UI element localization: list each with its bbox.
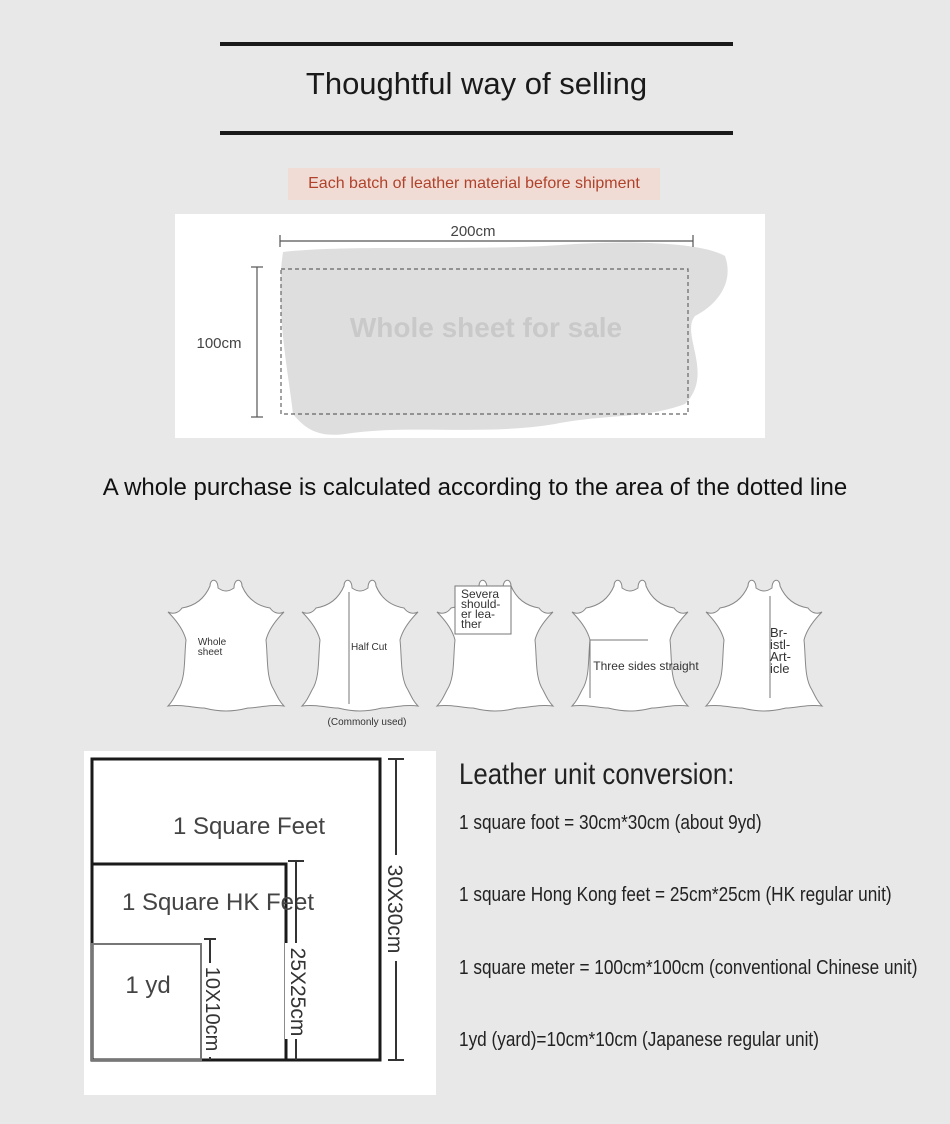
conversion-line-foot: 1 square foot = 30cm*30cm (about 9yd) [459,812,762,834]
height-label: 100cm [196,335,242,352]
whole-sheet-diagram [175,214,765,438]
top-rule [220,42,733,46]
unit-svg [84,751,436,1095]
batch-tag: Each batch of leather material before shipment [288,168,660,200]
hide-cut-options [150,566,830,736]
hide-three-sides [572,580,699,711]
hide-whole-label: Whole [197,637,227,648]
yd-label: 1 yd [125,972,171,999]
sheet-svg [175,214,765,438]
svg-text:sheet: sheet [197,647,223,658]
page-title: Thoughtful way of selling [305,66,648,101]
hide-whole [168,580,284,711]
conversion-line-hk-feet: 1 square Hong Kong feet = 25cm*25cm (HK regular unit) [459,884,892,906]
conversion-title: Leather unit conversion: [459,758,735,791]
sheet-watermark: Whole sheet for sale [349,312,623,343]
hide-bristle [706,580,822,711]
hide-shoulder-label: Severa [461,587,500,601]
conversion-line-meter: 1 square meter = 100cm*100cm (conventional Chinese unit) [459,957,918,979]
hide-half [302,580,418,711]
unit-size-figure [84,751,436,1095]
width-label: 200cm [450,223,496,240]
dim-25-label: 25X25cm [286,947,309,1037]
svg-text:icle: icle [770,661,790,676]
purchase-note: A whole purchase is calculated according to the area of the dotted line [102,474,848,501]
dim-10-label: 10X10cm [201,966,223,1052]
svg-text:er lea-: er lea- [461,607,496,621]
half-caption: (Commonly used) [327,717,407,728]
svg-text:Art-: Art- [770,649,791,664]
svg-text:ther: ther [461,617,482,631]
hides-svg [150,566,830,736]
hide-bristle-label: Br- [770,625,788,640]
square-feet-label: 1 Square Feet [172,813,326,840]
hide-half-label: Half Cut [350,642,388,653]
hide-shoulder [437,580,553,711]
yd-box [92,944,201,1060]
square-hk-feet-label: 1 Square HK Feet [121,889,315,916]
bottom-rule [220,131,733,135]
dim-30-label: 30X30cm [383,864,406,954]
hide-three-sides-label: Three sides straight [593,659,699,673]
svg-text:istl-: istl- [770,637,791,652]
conversion-line-yard: 1yd (yard)=10cm*10cm (Japanese regular unit) [459,1029,819,1051]
svg-text:should-: should- [461,597,501,611]
